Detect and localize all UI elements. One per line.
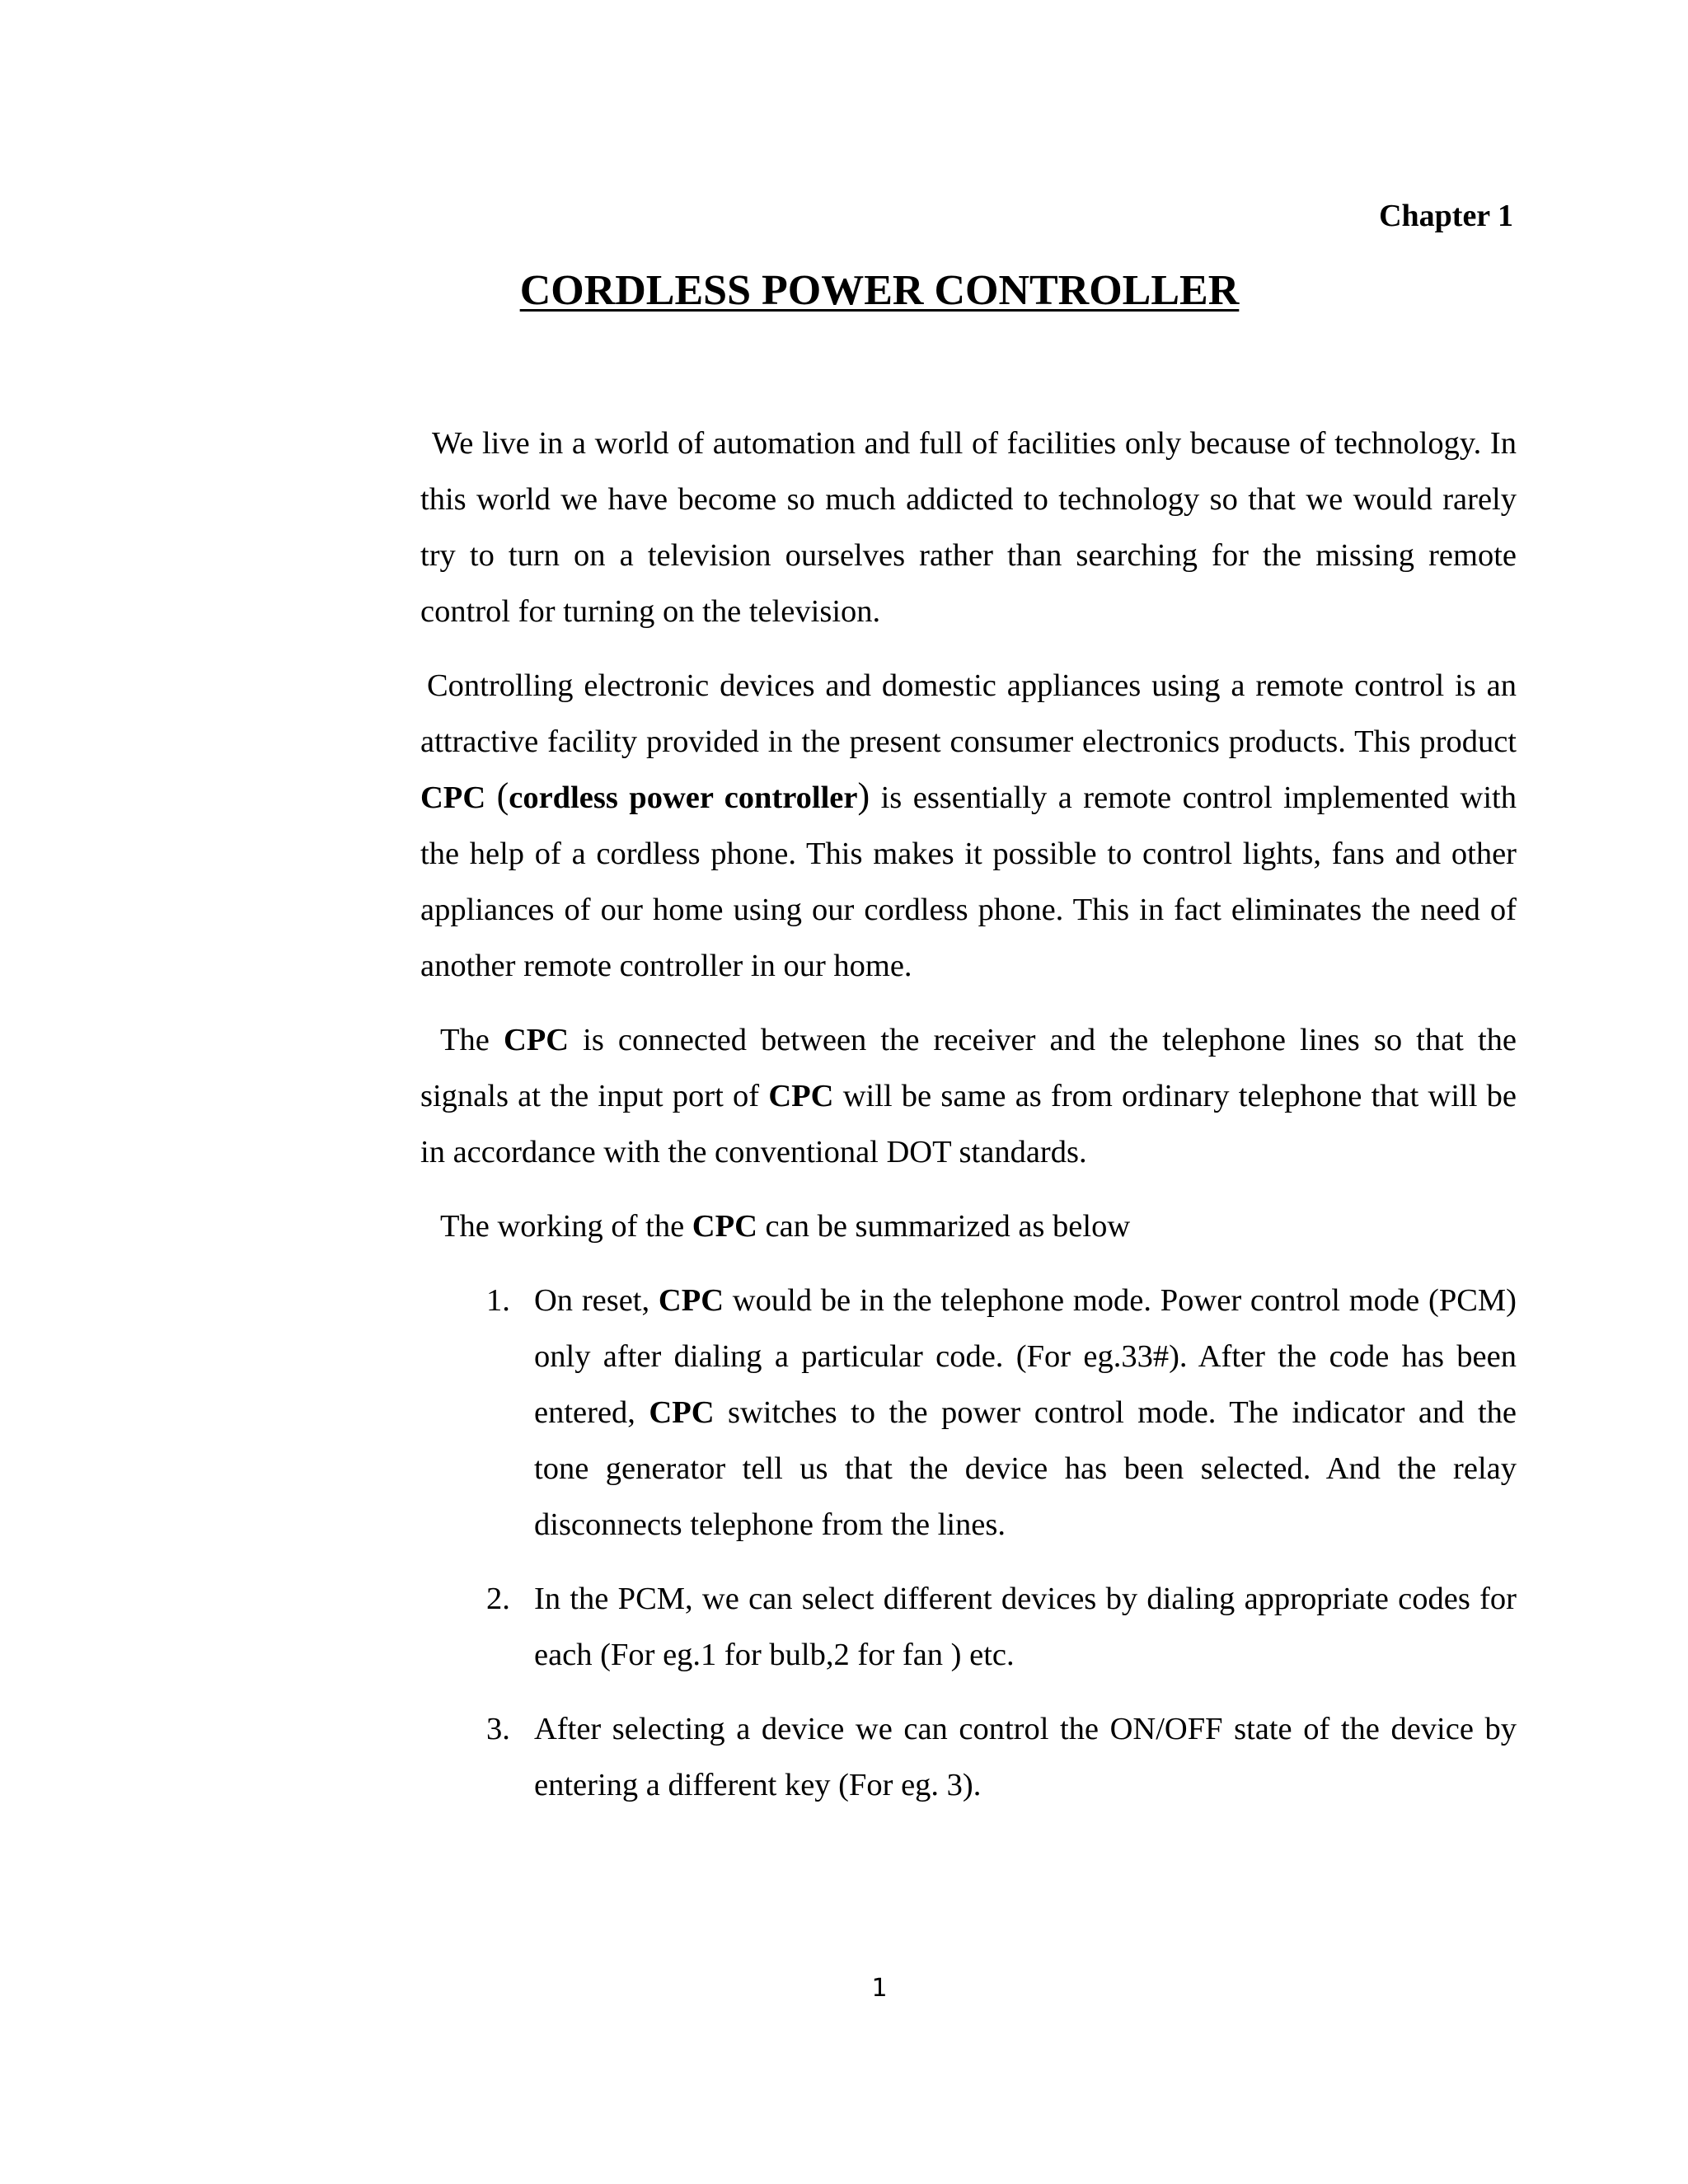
cpc-term: CPC	[503, 1023, 570, 1057]
cpc-term: CPC	[420, 780, 486, 815]
chapter-label: Chapter 1	[1379, 199, 1513, 233]
cpc-term: CPC	[768, 1079, 834, 1113]
cpc-term: CPC	[658, 1283, 724, 1318]
list-number: 3.	[486, 1712, 510, 1746]
list-text: After selecting a device we can control the ON/OFF state of the device by entering a different key (For eg. 3).	[534, 1712, 1517, 1802]
paragraph-text: The	[440, 1023, 504, 1057]
paragraph-text: The working of the	[440, 1209, 692, 1244]
list-text: switches to the power control mode. The indicator and the tone generator tell us that the device has been selected. And the relay disconnects telephone from the lines.	[534, 1395, 1517, 1542]
open-paren: (	[496, 776, 509, 816]
cpc-term: CPC	[649, 1395, 715, 1430]
list-item	[420, 1571, 1517, 1683]
paragraph-connection	[420, 1012, 1517, 1180]
close-paren: )	[857, 776, 870, 816]
list-text: In the PCM, we can select different devices by dialing appropriate codes for each (For eg.1 for bulb,2 for fan ) etc.	[534, 1582, 1517, 1672]
paragraph-summary-intro	[420, 1198, 1517, 1254]
cpc-term: CPC	[692, 1209, 757, 1244]
paragraph-intro: We live in a world of automation and full of facilities only because of technology. In this world we have become so much addicted to technology so that we would rarely try to turn on a television ourselves rather than searching for the missing remote control for turning on the television.	[420, 426, 1517, 629]
paragraph-text: will be same as from ordinary telephone that will be in accordance with the conventional DOT standards.	[420, 1079, 1517, 1169]
list-text: would be in the telephone mode. Power control mode (PCM) only after dialing a particular code. (For eg.33#). After the code has been entered,	[534, 1283, 1517, 1430]
list-item	[420, 1272, 1517, 1553]
paragraph-text: Controlling electronic devices and domestic appliances using a remote control is an attractive facility provided in the present consumer electronics products. This product	[420, 668, 1517, 759]
paragraph-remote-control	[420, 658, 1517, 994]
list-text: On reset,	[534, 1283, 659, 1318]
list-number: 1.	[486, 1283, 510, 1318]
steps-list	[420, 1272, 1517, 1813]
list-number: 2.	[486, 1582, 510, 1616]
paragraph-text: can be summarized as below	[757, 1209, 1131, 1244]
paragraph-text: is essentially a remote control implemented with the help of a cordless phone. This makes it possible to control lights, fans and other appliances of our home using our cordless phone. This in fact eliminates the need of another remote controller in our home.	[420, 780, 1517, 983]
page-title: CORDLESS POWER CONTROLLER	[519, 267, 1240, 314]
paragraph-text: is connected between the receiver and the telephone lines so that the signals at the input port of	[420, 1023, 1517, 1113]
body-text	[420, 415, 1517, 1831]
page-number: 1	[871, 1974, 888, 2003]
list-item	[420, 1701, 1517, 1813]
cpc-full-name: cordless power controller	[509, 780, 858, 815]
